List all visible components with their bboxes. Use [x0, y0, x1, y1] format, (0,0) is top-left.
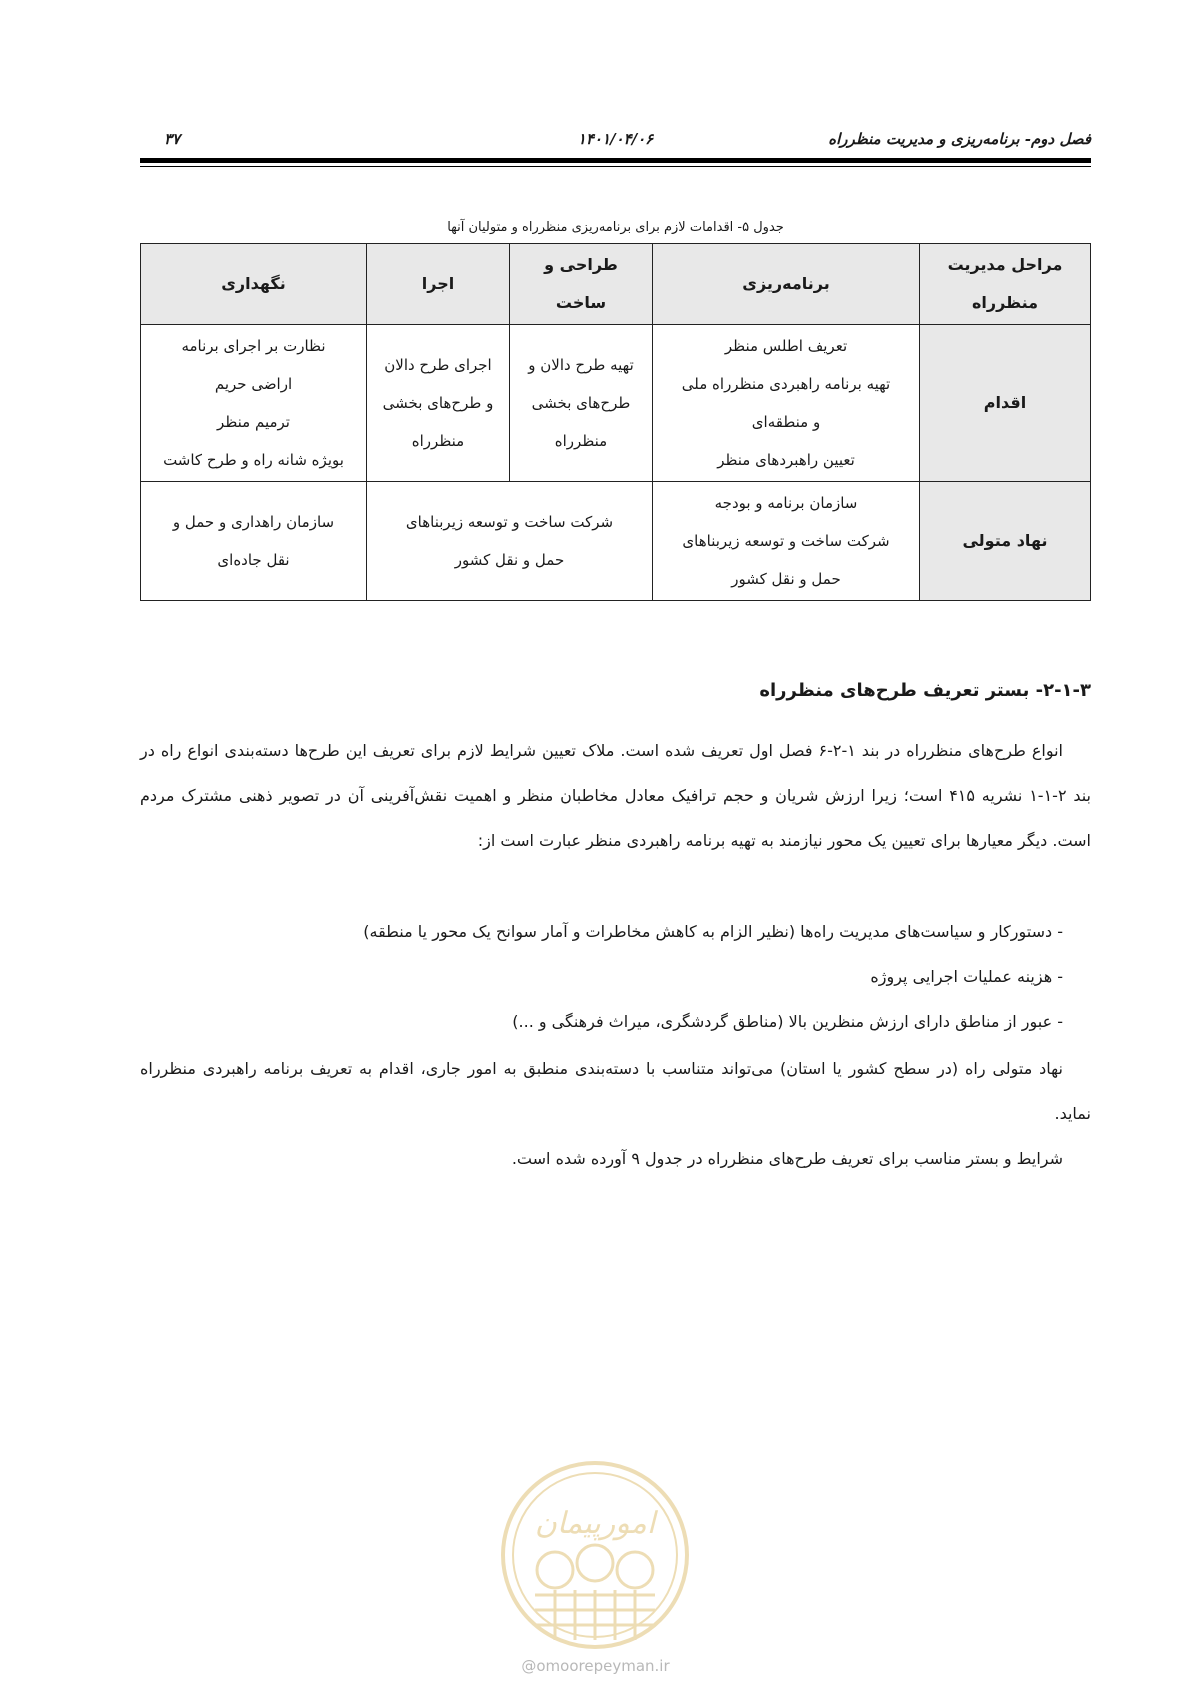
header-execution: اجرا — [367, 244, 510, 325]
header-stages: مراحل مدیریت منظرراه — [920, 244, 1091, 325]
cell-action-execution: اجرای طرح دالان و طرح‌های بخشی منظرراه — [367, 325, 510, 482]
table-row-action — [141, 325, 1091, 482]
page-header — [140, 130, 1091, 154]
header-maintenance: نگهداری — [141, 244, 367, 325]
paragraph-conditions: شرایط و بستر مناسب برای تعریف طرح‌های منظرراه در جدول ۹ آورده شده است. — [511, 1149, 1063, 1168]
actions-table — [140, 243, 1091, 601]
header-rule-thin — [140, 166, 1091, 167]
table-row-custodian — [141, 482, 1091, 601]
cell-action-planning: تعریف اطلس منظر تهیه برنامه راهبردی منظرراه ملی و منطقه‌ای تعیین راهبردهای منظر — [653, 325, 920, 482]
bullet-item: - هزینه عملیات اجرایی پروژه — [870, 967, 1063, 986]
watermark-logo — [495, 1455, 695, 1655]
header-date: ۱۴۰۱/۰۴/۰۶ — [577, 130, 654, 148]
cell-custodian-maintenance: سازمان راهداری و حمل و نقل جاده‌ای — [141, 482, 367, 601]
table-header-row — [141, 244, 1091, 325]
table-caption: جدول ۵- اقدامات لازم برای برنامه‌ریزی منظرراه و متولیان آنها — [447, 220, 784, 235]
paragraph-intro: انواع طرح‌های منظرراه در بند ۱-۲-۶ فصل اول تعریف شده است. ملاک تعیین شرایط لازم برای تعریف این طرح‌ها دسته‌بندی انواع راه در بند ۲-۱-۱ نشریه ۴۱۵ است؛ زیرا ارزش شریان و حجم ترافیک معادل مخاطبان منظر و اهمیت نقش‌آفرینی آن در تصویر ذهنی مشترک مردم است. دیگر معیارها برای تعیین یک محور نیازمند به تهیه برنامه راهبردی منظر عبارت است از: — [140, 741, 1092, 850]
section-title: ۲-۱-۳- بستر تعریف طرح‌های منظرراه — [759, 680, 1091, 701]
bullet-item: - عبور از مناطق دارای ارزش منظرین بالا (مناطق گردشگری، میراث فرهنگی و ...) — [512, 1012, 1063, 1031]
header-design: طراحی و ساخت — [510, 244, 653, 325]
gear-icon — [577, 1545, 613, 1581]
paragraph-custodian: نهاد متولی راه (در سطح کشور یا استان) می‌تواند متناسب با دسته‌بندی منطبق به امور جاری، اقدام به تعریف برنامه راهبردی منظرراه نماید. — [140, 1059, 1091, 1123]
gear-icon — [537, 1552, 573, 1588]
gear-icon — [617, 1552, 653, 1588]
row-label-custodian: نهاد متولی — [920, 482, 1091, 601]
cell-action-maintenance: نظارت بر اجرای برنامه اراضی حریم ترمیم منظر بویژه شانه راه و طرح کاشت — [141, 325, 367, 482]
row-label-action: اقدام — [920, 325, 1091, 482]
cell-custodian-planning: سازمان برنامه و بودجه شرکت ساخت و توسعه زیربناهای حمل و نقل کشور — [653, 482, 920, 601]
bullet-item: - دستورکار و سیاست‌های مدیریت راه‌ها (نظیر الزام به کاهش مخاطرات و آمار سوانح یک محور یا منطقه) — [363, 922, 1063, 941]
grid-icon — [535, 1590, 655, 1640]
header-rule-thick — [140, 158, 1091, 163]
logo-text: امورپیمان — [534, 1506, 656, 1541]
cell-custodian-design-execution: شرکت ساخت و توسعه زیربناهای حمل و نقل کشور — [367, 482, 653, 601]
chapter-title: فصل دوم- برنامه‌ریزی و مدیریت منظرراه — [828, 130, 1091, 148]
page-number: ۳۷ — [164, 130, 181, 148]
cell-action-design: تهیه طرح دالان و طرح‌های بخشی منظرراه — [510, 325, 653, 482]
watermark-site: @omoorepeyman.ir — [521, 1657, 670, 1675]
header-planning: برنامه‌ریزی — [653, 244, 920, 325]
